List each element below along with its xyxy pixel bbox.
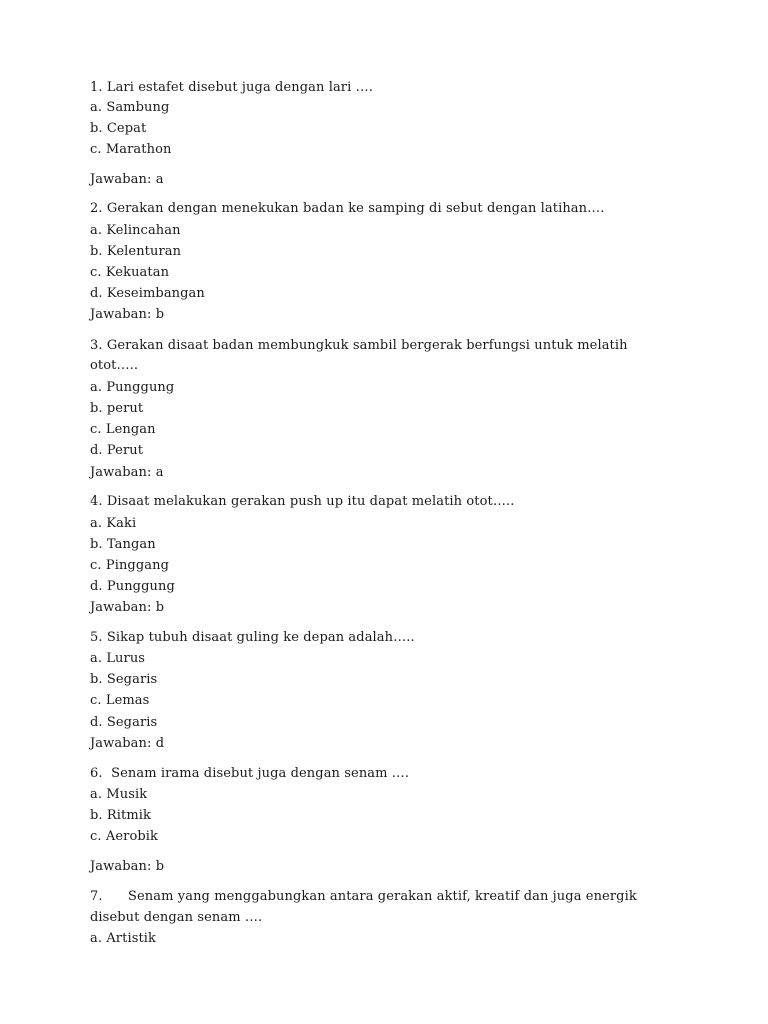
option-6b: b. Ritmik (90, 808, 152, 823)
question-5: 5. Sikap tubuh disaat guling ke depan adalah….. (90, 630, 415, 645)
option-3d: d. Perut (90, 443, 144, 458)
question-3-cont: otot….. (90, 358, 139, 373)
answer-1: Jawaban: a (90, 172, 164, 187)
answer-6: Jawaban: b (90, 859, 165, 874)
option-3a: a. Punggung (90, 380, 175, 395)
question-1: 1. Lari estafet disebut juga dengan lari …. (90, 80, 373, 95)
option-4d: d. Punggung (90, 579, 175, 594)
option-5b: b. Segaris (90, 672, 158, 687)
option-5c: c. Lemas (90, 693, 150, 708)
answer-5: Jawaban: d (90, 736, 165, 751)
option-2a: a. Kelincahan (90, 223, 181, 238)
answer-4: Jawaban: b (90, 600, 165, 615)
option-5a: a. Lurus (90, 651, 146, 666)
option-6a: a. Musik (90, 787, 148, 802)
option-2c: c. Kekuatan (90, 265, 170, 280)
option-6c: c. Aerobik (90, 829, 159, 844)
answer-3: Jawaban: a (90, 465, 164, 480)
option-1c: c. Marathon (90, 142, 172, 157)
option-1a: a. Sambung (90, 100, 170, 115)
question-2: 2. Gerakan dengan menekukan badan ke samping di sebut dengan latihan…. (90, 201, 605, 216)
option-2b: b. Kelenturan (90, 244, 182, 259)
option-1b: b. Cepat (90, 121, 147, 136)
question-7-cont: disebut dengan senam …. (90, 910, 263, 925)
option-3c: c. Lengan (90, 422, 156, 437)
option-4c: c. Pinggang (90, 558, 170, 573)
answer-2: Jawaban: b (90, 307, 165, 322)
question-4: 4. Disaat melakukan gerakan push up itu dapat melatih otot….. (90, 494, 515, 509)
option-2d: d. Keseimbangan (90, 286, 205, 301)
option-4b: b. Tangan (90, 537, 156, 552)
question-7: 7. Senam yang menggabungkan antara gerakan aktif, kreatif dan juga energik (90, 889, 637, 904)
option-5d: d. Segaris (90, 715, 158, 730)
option-3b: b. perut (90, 401, 144, 416)
option-7a: a. Artistik (90, 931, 157, 946)
question-6: 6. Senam irama disebut juga dengan senam …. (90, 766, 410, 781)
question-3: 3. Gerakan disaat badan membungkuk sambil bergerak berfungsi untuk melatih (90, 338, 628, 353)
option-4a: a. Kaki (90, 516, 137, 531)
